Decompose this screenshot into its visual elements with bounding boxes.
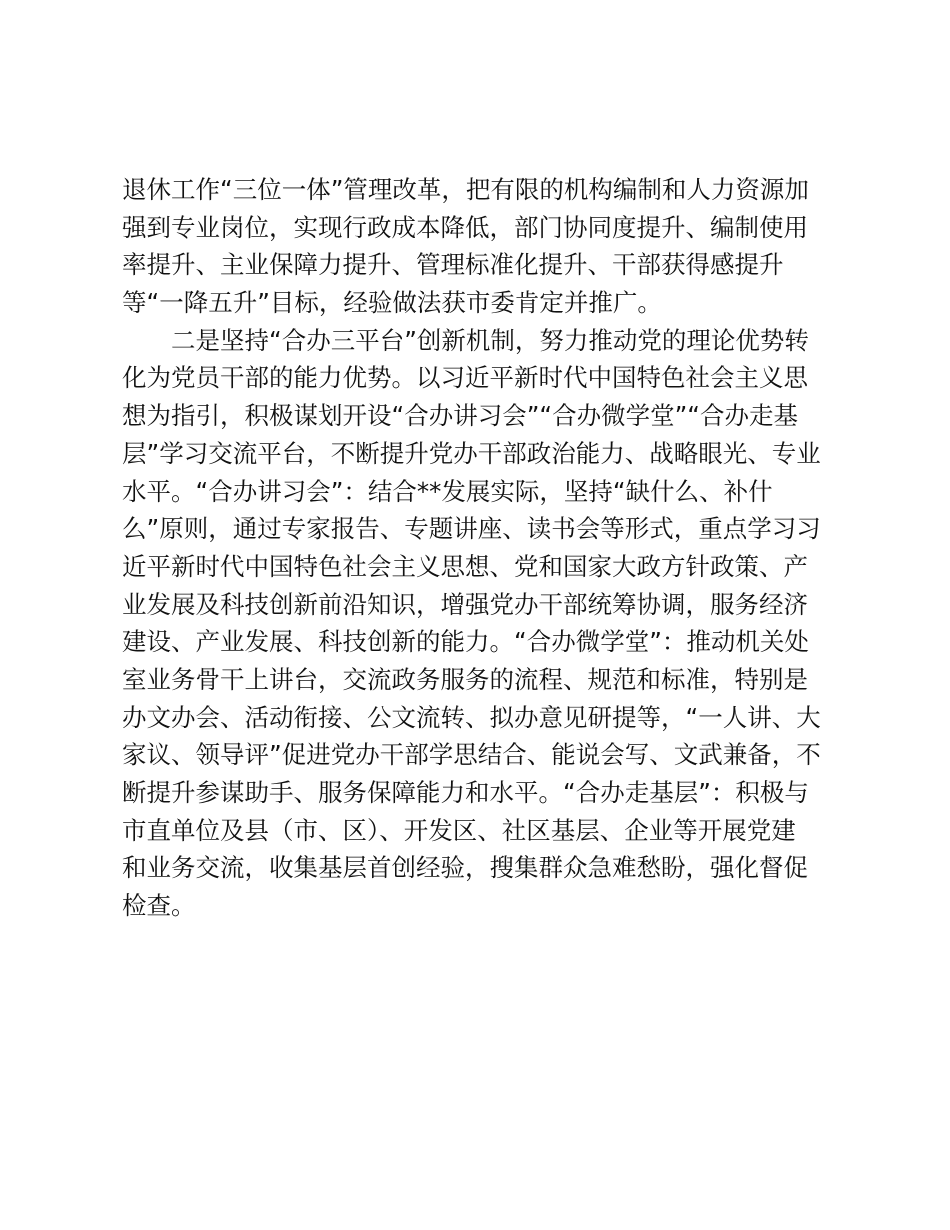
text-line: 化为党员干部的能力优势。以习近平新时代中国特色社会主义思 bbox=[122, 363, 808, 393]
text-line: 办文办会、活动衔接、公文流转、拟办意见研提等，“一人讲、大 bbox=[122, 702, 821, 732]
text-line: 么”原则，通过专家报告、专题讲座、读书会等形式，重点学习习 bbox=[122, 514, 821, 544]
text-line: 断提升参谋助手、服务保障能力和水平。“合办走基层”：积极与 bbox=[122, 778, 809, 807]
text-line: 水平。“合办讲习会”：结合**发展实际，坚持“缺什么、补什 bbox=[122, 476, 773, 506]
document-body bbox=[122, 171, 842, 925]
text-line: 率提升、主业保障力提升、管理标准化提升、干部获得感提升 bbox=[122, 250, 784, 280]
text-line: 想为指引，积极谋划开设“合办讲习会”“合办微学堂”“合办走基 bbox=[122, 401, 798, 431]
text-line: 和业务交流，收集基层首创经验，搜集群众急难愁盼，强化督促 bbox=[122, 853, 808, 883]
paragraph-first-line: 二是坚持“合办三平台”创新机制，努力推动党的理论优势转 bbox=[171, 325, 809, 355]
text-line: 强到专业岗位，实现行政成本降低，部门协同度提升、编制使用 bbox=[122, 212, 808, 242]
text-line: 家议、领导评”促进党办干部学思结合、能说会写、文武兼备，不 bbox=[122, 740, 821, 770]
text-line: 检查。 bbox=[122, 891, 196, 921]
text-line: 业发展及科技创新前沿知识，增强党办干部统筹协调，服务经济 bbox=[122, 589, 808, 619]
text-line: 等“一降五升”目标，经验做法获市委肯定并推广。 bbox=[122, 288, 662, 318]
text-line: 建设、产业发展、科技创新的能力。“合办微学堂”：推动机关处 bbox=[122, 627, 809, 657]
text-line: 层”学习交流平台，不断提升党办干部政治能力、战略眼光、专业 bbox=[122, 438, 821, 468]
text-line: 室业务骨干上讲台，交流政务服务的流程、规范和标准，特别是 bbox=[122, 664, 808, 694]
text-line: 近平新时代中国特色社会主义思想、党和国家大政方针政策、产 bbox=[122, 551, 808, 581]
text-line: 市直单位及县（市、区）、开发区、社区基层、企业等开展党建 bbox=[122, 815, 796, 845]
text-line: 退休工作“三位一体”管理改革，把有限的机构编制和人力资源加 bbox=[122, 175, 809, 204]
